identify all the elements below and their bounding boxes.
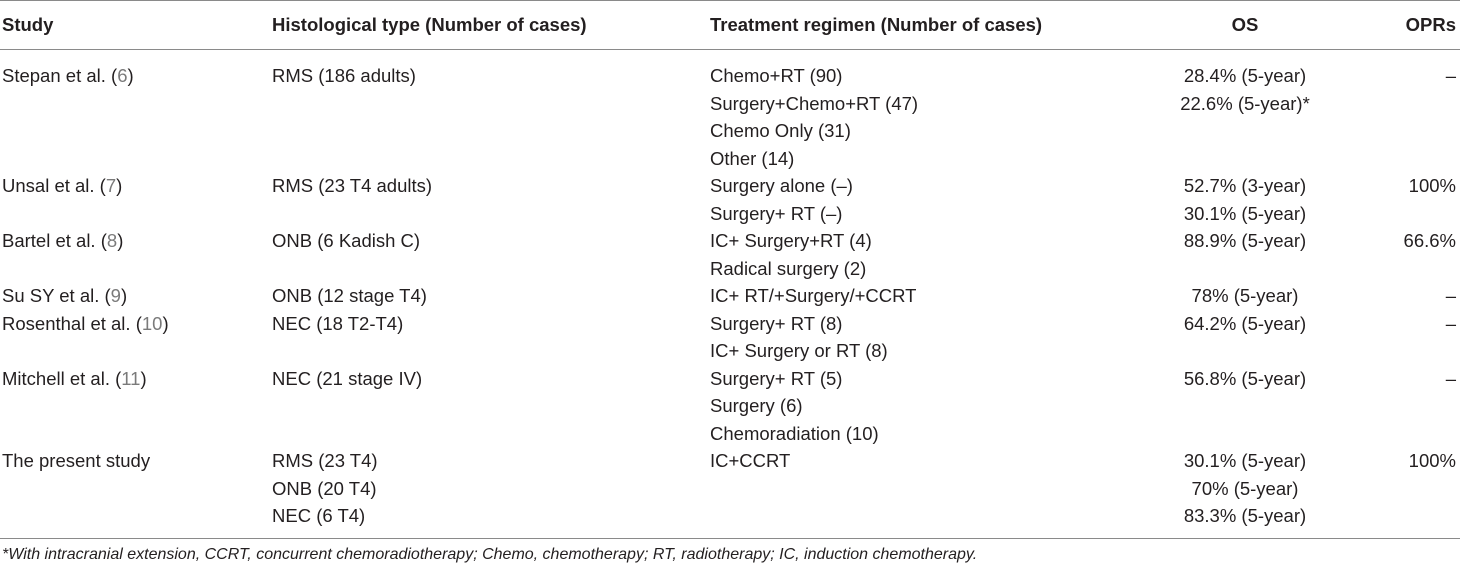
study-cell — [0, 227, 270, 282]
histological-line: NEC (6 T4) — [272, 505, 366, 526]
study-name-close: ) — [140, 367, 147, 389]
study-cell — [0, 282, 270, 310]
header-oprs: OPRs — [1360, 1, 1460, 50]
oprs-cell — [1360, 172, 1460, 227]
study-name-close: ) — [162, 312, 169, 334]
table-footnote: *With intracranial extension, CCRT, concurrent chemoradiotherapy; Chemo, chemotherapy; RT, radiotherapy; IC, induction chemotherapy. — [2, 546, 978, 563]
table-row — [0, 172, 1460, 227]
os-line: 30.1% (5-year) — [1183, 202, 1307, 224]
study-name: Bartel et al. ( — [2, 230, 107, 251]
os-cell — [1110, 172, 1360, 227]
os-cell — [1110, 227, 1360, 282]
study-name-close: ) — [120, 285, 128, 306]
treatment-line: Surgery alone (–) — [710, 175, 853, 196]
study-name: Mitchell et al. ( — [2, 367, 122, 389]
treatment-line: Chemo+RT (90) — [710, 65, 843, 86]
reference-link[interactable]: 7 — [105, 175, 117, 196]
histological-line: ONB (6 Kadish C) — [272, 230, 421, 251]
os-cell — [1110, 310, 1360, 365]
treatment-cell — [708, 447, 1110, 538]
oprs-cell — [1360, 365, 1460, 448]
table-row — [0, 227, 1460, 282]
os-line: 28.4% (5-year) — [1183, 65, 1307, 86]
treatment-line: IC+CCRT — [710, 450, 791, 471]
treatment-line: IC+ Surgery+RT (4) — [710, 230, 872, 251]
treatment-line: Surgery (6) — [710, 395, 803, 416]
oprs-value: 100% — [1408, 175, 1456, 196]
study-cell — [0, 172, 270, 227]
oprs-cell — [1360, 50, 1460, 173]
treatment-cell — [708, 50, 1110, 173]
os-line: 22.6% (5-year)* — [1180, 92, 1310, 114]
os-line: 52.7% (3-year) — [1183, 175, 1307, 196]
study-cell — [0, 310, 270, 365]
os-line: 30.1% (5-year) — [1183, 450, 1307, 471]
oprs-cell — [1360, 227, 1460, 282]
study-cell — [0, 365, 270, 448]
treatment-line: Radical surgery (2) — [710, 257, 867, 279]
table-row — [0, 282, 1460, 310]
treatment-cell — [708, 227, 1110, 282]
reference-link[interactable]: 9 — [110, 285, 121, 306]
reference-link[interactable]: 11 — [121, 367, 141, 389]
treatment-line: Surgery+Chemo+RT (47) — [710, 92, 919, 114]
histological-cell — [270, 310, 708, 365]
oprs-value: 100% — [1408, 450, 1456, 471]
os-cell — [1110, 50, 1360, 173]
histological-cell — [270, 172, 708, 227]
study-name: The present study — [2, 450, 151, 471]
treatment-line: Surgery+ RT (5) — [710, 367, 843, 389]
os-cell — [1110, 447, 1360, 538]
treatment-cell — [708, 282, 1110, 310]
histological-line: RMS (23 T4) — [272, 450, 378, 471]
oprs-cell — [1360, 282, 1460, 310]
study-name: Unsal et al. ( — [2, 175, 106, 196]
oprs-cell — [1360, 447, 1460, 538]
os-line: 70% (5-year) — [1191, 477, 1299, 499]
table-body — [0, 50, 1460, 539]
table-row — [0, 365, 1460, 448]
study-name: Stepan et al. ( — [2, 65, 118, 86]
treatment-cell — [708, 365, 1110, 448]
oprs-value: – — [1445, 285, 1456, 306]
study-name: Rosenthal et al. ( — [2, 312, 142, 334]
histological-cell — [270, 50, 708, 173]
histological-line: ONB (20 T4) — [272, 477, 377, 499]
header-study: Study — [0, 1, 270, 50]
oprs-value: – — [1445, 65, 1456, 86]
reference-link[interactable]: 6 — [117, 65, 128, 86]
header-os: OS — [1110, 1, 1360, 50]
header-row — [0, 1, 1460, 50]
treatment-line: Chemoradiation (10) — [710, 422, 879, 444]
oprs-cell — [1360, 310, 1460, 365]
os-cell — [1110, 282, 1360, 310]
treatment-line: IC+ RT/+Surgery/+CCRT — [710, 285, 917, 306]
header-histological-type: Histological type (Number of cases) — [270, 1, 708, 50]
study-name-close: ) — [116, 175, 123, 196]
os-line: 64.2% (5-year) — [1183, 312, 1307, 334]
table-header — [0, 1, 1460, 50]
os-cell — [1110, 365, 1360, 448]
table-row — [0, 447, 1460, 538]
histological-cell — [270, 282, 708, 310]
oprs-value: 66.6% — [1403, 230, 1456, 251]
os-line: 88.9% (5-year) — [1183, 230, 1307, 251]
os-line: 78% (5-year) — [1191, 285, 1299, 306]
reference-link[interactable]: 8 — [106, 230, 118, 251]
table-row — [0, 310, 1460, 365]
table-row — [0, 50, 1460, 173]
study-name: Su SY et al. ( — [2, 285, 111, 306]
study-cell — [0, 447, 270, 538]
study-cell — [0, 50, 270, 173]
treatment-line: Surgery+ RT (8) — [710, 312, 843, 334]
header-treatment-regimen: Treatment regimen (Number of cases) — [708, 1, 1110, 50]
histological-cell — [270, 447, 708, 538]
study-name-close: ) — [117, 230, 124, 251]
histological-cell — [270, 227, 708, 282]
oprs-value: – — [1445, 367, 1456, 389]
treatment-cell — [708, 310, 1110, 365]
histological-line: RMS (186 adults) — [272, 65, 416, 86]
treatment-line: Surgery+ RT (–) — [710, 202, 843, 224]
os-line: 83.3% (5-year) — [1183, 505, 1307, 526]
treatment-line: Chemo Only (31) — [710, 120, 851, 141]
study-name-close: ) — [127, 65, 134, 86]
histological-line: RMS (23 T4 adults) — [272, 175, 433, 196]
histological-line: ONB (12 stage T4) — [272, 285, 427, 306]
reference-link[interactable]: 10 — [141, 312, 163, 334]
treatment-line: Other (14) — [710, 147, 795, 169]
os-line: 56.8% (5-year) — [1183, 367, 1307, 389]
treatment-cell — [708, 172, 1110, 227]
oprs-value: – — [1445, 312, 1456, 334]
histological-cell — [270, 365, 708, 448]
histological-line: NEC (21 stage IV) — [272, 367, 423, 389]
treatment-line: IC+ Surgery or RT (8) — [710, 340, 888, 361]
histological-line: NEC (18 T2-T4) — [272, 312, 404, 334]
